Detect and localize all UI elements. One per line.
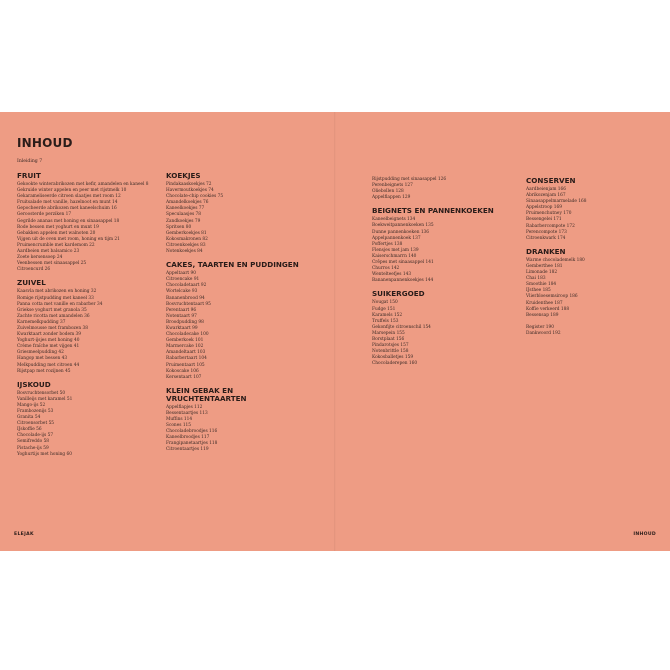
toc-entry: Crème fraîche met vijgen 41: [17, 344, 80, 350]
toc-entry: Notenkoekjes 84: [166, 249, 203, 255]
toc-entry: Pindakaaskoekjes 72: [166, 182, 212, 187]
toc-entry: Gemberthee 181: [526, 263, 563, 269]
toc-entry: Kwarktaart zonder bodem 39: [17, 332, 81, 338]
toc-entry: Gemberkoek 101: [166, 338, 204, 344]
toc-entry: Karamels 152: [372, 312, 403, 318]
toc-entry: Amandeltaart 103: [166, 350, 206, 356]
toc-entry: Koffie verkeerd 188: [526, 306, 570, 312]
toc-entry: Griesmeelpudding 42: [17, 350, 64, 356]
toc-entry: IJskoffie 56: [17, 427, 42, 433]
toc-entry: Speculaasjes 78: [166, 212, 202, 218]
toc-entry: Frambozenijs 53: [17, 409, 54, 414]
toc-entry: Wentelteefjes 143: [372, 272, 412, 278]
toc-entry: Pindarotsjes 157: [372, 343, 409, 349]
toc-entry: Zandkoekjes 79: [166, 218, 201, 224]
toc-entry: Bessentaartjes 113: [166, 410, 208, 416]
toc-entry: Kokosballetjes 159: [372, 355, 414, 361]
toc-entry: Gebakken appelen met walnoten 20: [17, 230, 96, 236]
toc-entry: Chocoladetaart 92: [166, 283, 207, 289]
toc-entry: Zoete kersensoep 24: [17, 255, 63, 261]
section-heading: CAKES, TAARTEN EN PUDDINGEN: [166, 260, 299, 270]
toc-entry: Broodpudding 98: [166, 319, 204, 325]
toc-entry: Chocoladerepen 160: [372, 361, 418, 367]
toc-entry: Kaasvla met abrikozen en honing 32: [17, 289, 97, 295]
section-heading: KLEIN GEBAK EN VRUCHTENTAARTEN: [166, 385, 247, 403]
toc-entry: Abrikozenjam 167: [526, 193, 566, 199]
toc-entry: Smoothie 184: [526, 282, 557, 288]
toc-entry: Zuivelmousse met frambozen 38: [17, 325, 88, 331]
toc-column-2: [166, 172, 301, 454]
toc-entry: Pruimenchutney 170: [526, 211, 572, 217]
toc-entry: Havermoutkoekjes 74: [166, 188, 214, 194]
toc-entry: Pruimencrumble met kardemom 22: [17, 242, 95, 248]
folio-left: ELEJAK: [14, 532, 34, 537]
toc-entry: Notentaart 97: [166, 313, 197, 319]
toc-entry: Muffins 114: [166, 417, 193, 422]
toc-entry: Gekookte winterabrikozen met kefir, amandelen en kaneel 8: [17, 182, 149, 187]
toc-entry: Appelpannenkoek 137: [372, 235, 421, 241]
toc-entry: IJsthee 185: [526, 288, 551, 294]
folio-right: INHOUD: [633, 532, 656, 537]
toc-entry: Appeltaart 90: [166, 271, 196, 277]
toc-entry: Fruitsalade met vanille, hazelnoot en munt 14: [17, 200, 118, 206]
toc-column-3: [372, 177, 502, 367]
toc-entry: Gekarameliseerde citroen slaatjes met room 12: [17, 194, 121, 200]
toc-entry: Crêpes met sinaasappel 141: [372, 260, 434, 266]
toc-entry: Gekonfijte citroenschil 154: [372, 324, 431, 330]
toc-entry: Aardbeienjam 166: [526, 187, 566, 192]
toc-entry: Limonade 182: [526, 270, 558, 276]
toc-entry: Kokoscake 106: [166, 368, 199, 374]
toc-entry: Kersentaart 107: [166, 374, 202, 380]
toc-entry: Gekruide winter appelen en peer met rijstmelk 10: [17, 188, 127, 194]
toc-entry: Rijstpap met rozijnen 45: [17, 368, 71, 374]
toc-entry: Chocolade-ijs 57: [17, 433, 54, 439]
toc-entry: Boekweitpannenkoeken 135: [372, 223, 434, 229]
toc-entry: Perentaart 96: [166, 307, 197, 313]
toc-entry: Citroencurd 26: [17, 267, 51, 273]
toc-entry: Semifreddo 58: [17, 439, 50, 445]
toc-entry: Appelstroop 169: [526, 205, 562, 211]
toc-entry: Bessengelei 171: [526, 217, 562, 223]
toc-entry: Bosvruchtensorbet 50: [17, 390, 66, 396]
toc-entry: Perenbeignets 127: [372, 183, 413, 189]
toc-entry: Citroencake 91: [166, 277, 200, 283]
toc-entry: Rode bessen met yoghurt en munt 19: [17, 224, 99, 230]
toc-entry: Yoghurtijs met honing 60: [17, 451, 72, 457]
toc-entry: Marmercake 102: [166, 344, 204, 350]
toc-entry: Notenbrittle 158: [372, 349, 409, 355]
toc-entry: Churros 142: [372, 266, 400, 272]
section-heading: IJSKOUD: [17, 379, 51, 389]
toc-column-1: [17, 172, 152, 458]
toc-entry: Rabarbertaart 104: [166, 356, 207, 362]
toc-entry: Wortelcake 93: [166, 289, 198, 295]
toc-entry: Citroensorbet 55: [17, 421, 55, 427]
toc-entry: Kokosmakronen 82: [166, 236, 208, 242]
toc-entry: Flensjes met jam 139: [372, 247, 419, 253]
toc-entry: Citroenkwark 174: [526, 235, 566, 241]
toc-entry: Citroentaartjes 119: [166, 447, 209, 453]
toc-entry: Citroenkoekjes 83: [166, 242, 206, 248]
section-heading: ZUIVEL: [17, 278, 46, 288]
toc-entry: Perencompote 173: [526, 229, 567, 235]
section-heading: SUIKERGOED: [372, 289, 425, 299]
toc-entry: Gemberkoekjes 81: [166, 230, 207, 236]
toc-entry: Pistache-ijs 59: [17, 445, 49, 451]
toc-entry: Gegrilde ananas met honing en sinaasappel 18: [17, 218, 120, 224]
toc-entry: Nougat 150: [372, 300, 398, 306]
toc-entry: Yoghurt-ijsjes met honing 40: [17, 338, 80, 344]
toc-entry: Chocoladecake 100: [166, 332, 209, 338]
section-heading: KOEKJES: [166, 171, 201, 180]
toc-entry: Griekse yoghurt met granola 35: [17, 307, 87, 313]
toc-entry: Vlierbloesemsiroop 186: [526, 294, 578, 300]
section-heading: CONSERVEN: [526, 176, 576, 185]
toc-entry: Bananenbrood 94: [166, 295, 205, 301]
toc-column-4: [526, 177, 651, 337]
book-gutter: [334, 112, 336, 551]
toc-entry: Dunne pannenkoeken 136: [372, 229, 430, 235]
toc-entry: Bananenpannenkoekjes 144: [372, 278, 434, 284]
toc-entry: Poffertjes 138: [372, 241, 403, 247]
toc-entry: Dankwoord 192: [526, 330, 561, 336]
toc-entry: Sinaasappelmarmelade 168: [526, 199, 587, 205]
toc-entry: Kaneelkoekjes 77: [166, 206, 205, 212]
toc-entry: Borstplaat 156: [372, 336, 405, 342]
toc-entry: Chocoladebroodjes 116: [166, 429, 218, 435]
section-heading: BEIGNETS EN PANNENKOEKEN: [372, 206, 494, 216]
toc-entry: Kaneelbroodjes 117: [166, 435, 210, 441]
toc-entry: Geroosterde perziken 17: [17, 212, 72, 218]
toc-entry: Mango-ijs 52: [17, 402, 46, 408]
toc-entry: Amandelkoekjes 76: [166, 200, 209, 206]
toc-entry: Zachte ricotta met amandelen 36: [17, 313, 90, 319]
toc-entry: Chai 183: [526, 276, 546, 282]
toc-entry: Appelflappen 129: [372, 195, 411, 201]
section-heading: DRANKEN: [526, 246, 566, 256]
toc-entry: Vijgen uit de oven met room, honing en tijm 21: [17, 236, 120, 242]
toc-entry: Granita 54: [17, 415, 41, 421]
section-heading: FRUIT: [17, 171, 41, 180]
toc-entry: Kwarktaart 99: [166, 325, 198, 331]
toc-entry: Frangipanetaartjes 118: [166, 441, 218, 447]
toc-entry: Appelflapjes 112: [166, 404, 203, 410]
toc-entry: Bosvruchtentaart 95: [166, 301, 211, 307]
toc-entry: Rijstpudding met sinaasappel 126: [372, 177, 447, 182]
toc-entry: Pruimentaart 105: [166, 362, 205, 368]
toc-entry: Gepocheerde abrikozen met kaneelschuim 16: [17, 206, 117, 212]
toc-entry: Register 190: [526, 324, 554, 330]
toc-entry: Melkpudding met citroen 44: [17, 362, 80, 368]
toc-entry: Kaiserschmarrn 140: [372, 253, 417, 259]
toc-entry: Aardbeien met balsamico 23: [17, 249, 80, 255]
page-title: INHOUD: [17, 136, 73, 150]
toc-entry: Panna cotta met vanille en rabarber 34: [17, 301, 103, 307]
toc-entry: Vanilleijs met karamel 51: [17, 396, 73, 402]
toc-entry: Spritsen 80: [166, 224, 192, 230]
toc-entry: Oliebollen 128: [372, 189, 404, 195]
toc-entry: Kruidenthee 187: [526, 300, 563, 306]
toc-entry: Fudge 151: [372, 306, 396, 312]
intro-entry: Inleiding 7: [17, 159, 43, 164]
toc-entry: Bessensap 189: [526, 312, 559, 318]
toc-entry: Veenbessen met sinaasappel 25: [17, 261, 87, 267]
toc-entry: Chocolate-chip cookies 75: [166, 194, 224, 200]
toc-entry: Hangop met bessen 43: [17, 356, 68, 362]
toc-entry: Marsepein 155: [372, 330, 405, 336]
book-spread: [0, 112, 670, 551]
toc-entry: Truffels 153: [372, 318, 399, 324]
toc-entry: Scones 115: [166, 423, 192, 429]
toc-entry: Karnemelkpudding 37: [17, 319, 66, 325]
toc-entry: Kaneelbeignets 134: [372, 217, 416, 223]
toc-entry: Rabarbercompote 172: [526, 223, 575, 229]
toc-entry: Warme chocolademelk 180: [526, 257, 585, 263]
toc-entry: Romige rijstpudding met kaneel 33: [17, 295, 94, 301]
